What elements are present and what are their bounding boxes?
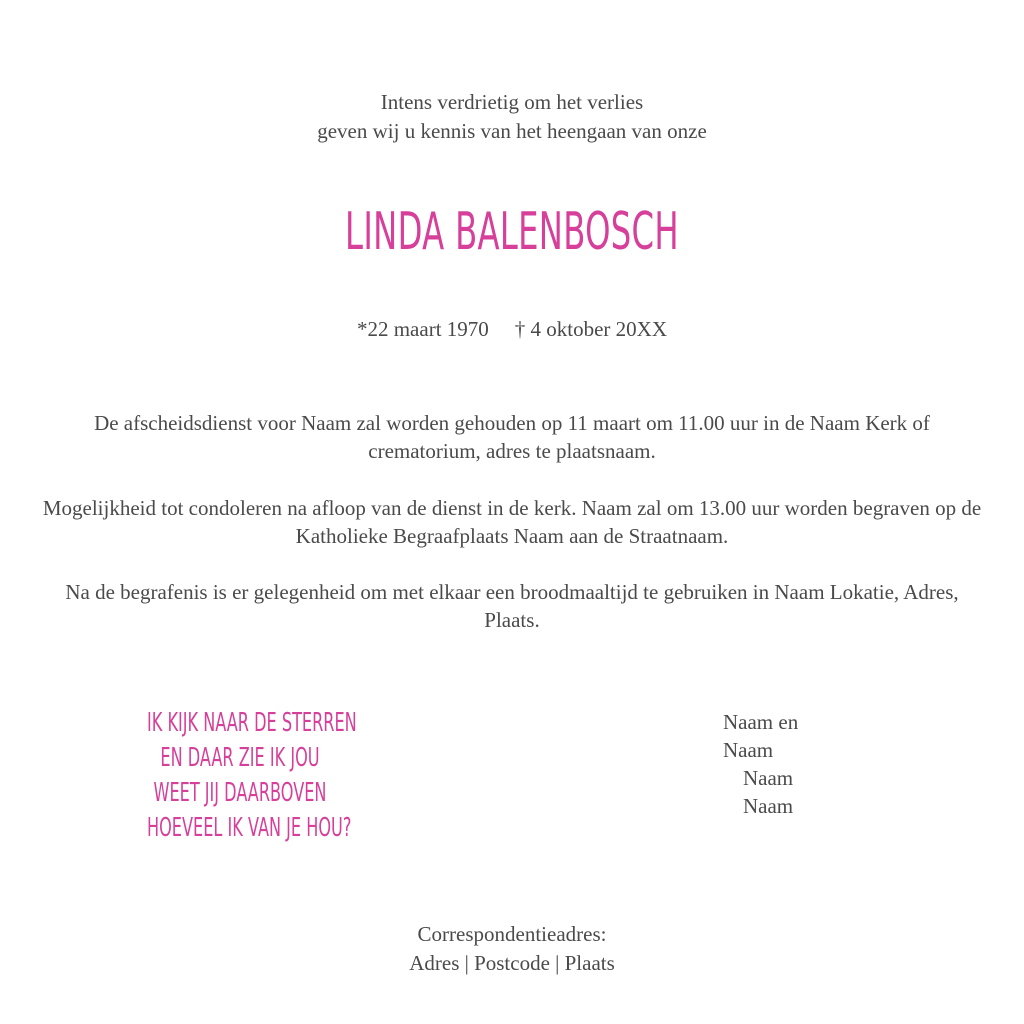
intro-text: [0, 88, 1024, 146]
birth-date: *22 maart 1970: [356, 317, 489, 341]
correspondence-label: Correspondentieadres:: [417, 922, 607, 946]
poem: [147, 706, 357, 846]
poem-line-4: HOEVEEL IK VAN JE HOU?: [147, 813, 352, 843]
condolences-paragraph: Mogelijkheid tot condoleren na afloop van de dienst in de kerk. Naam zal om 13.00 uur worden begraven op de Katholieke Begraafplaats Naam aan de Straatnaam.: [42, 496, 982, 548]
signers: [723, 708, 798, 820]
life-dates: [0, 315, 1024, 344]
signer-line-1: Naam en: [723, 710, 799, 734]
intro-line-1: Intens verdrietig om het verlies: [380, 90, 644, 114]
poem-line-1: IK KIJK NAAR DE STERREN: [147, 708, 357, 738]
intro-line-2: geven wij u kennis van het heengaan van onze: [317, 119, 707, 143]
signer-line-4: Naam: [743, 794, 794, 818]
signer-line-3: Naam: [743, 766, 794, 790]
correspondence: [0, 920, 1024, 978]
service-paragraph: De afscheidsdienst voor Naam zal worden gehouden op 11 maart om 11.00 uur in de Naam Kerk of crematorium, adres te plaatsnaam.: [94, 411, 930, 463]
deceased-name: LINDA BALENBOSCH: [345, 202, 679, 262]
poem-line-3: WEET JIJ DAARBOVEN: [153, 778, 327, 808]
gathering-paragraph: Na de begrafenis is er gelegenheid om met elkaar een broodmaaltijd te gebruiken in Naam Lokatie, Adres, Plaats.: [65, 580, 959, 632]
poem-line-2: EN DAAR ZIE IK JOU: [160, 743, 320, 773]
death-date: † 4 oktober 20XX: [514, 317, 668, 341]
signer-line-2: Naam: [723, 738, 774, 762]
correspondence-address: Adres | Postcode | Plaats: [409, 951, 615, 975]
